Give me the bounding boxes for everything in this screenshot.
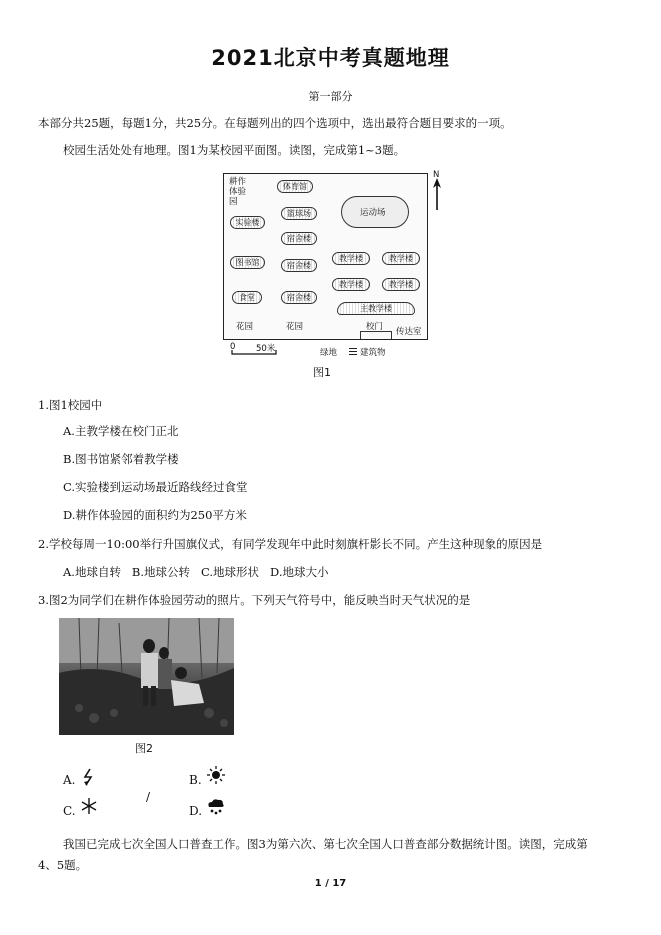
intro-text: 本部分共25题，每题1分，共25分。在每题列出的四个选项中，选出最符合题目要求的一项。 [38, 116, 512, 130]
q2-stem: 2.学校每周一10:00举行升国旗仪式，有同学发现年中此时刻旗杆影长不同。产生这种现象的原因是 [38, 537, 543, 551]
figure1-caption: 图1 [313, 366, 331, 379]
q2-options: A.地球自转 B.地球公转 C.地球形状 D.地球大小 [63, 565, 329, 579]
q1-option-d: D.耕作体验园的面积约为250平方米 [63, 508, 247, 522]
scale-zero: 0 [230, 342, 236, 352]
q1-option-b: B.图书馆紧邻着教学楼 [63, 452, 179, 466]
rain-cloud-icon [206, 797, 226, 815]
q3-stem: 3.图2为同学们在耕作体验园劳动的照片。下列天气符号中，能反映当时天气状况的是 [38, 593, 471, 607]
mailroom-label: 传达室 [396, 327, 422, 337]
q1-option-c: C.实验楼到运动场最近路线经过食堂 [63, 480, 248, 494]
teaching-bld-3: 教学楼 [332, 278, 370, 291]
stray-slash: / [146, 790, 151, 804]
sports-field [341, 196, 409, 228]
sports-field-label: 运动场 [360, 208, 386, 218]
legend-green: 绿地 [320, 348, 338, 358]
q45-intro-line1: 我国已完成七次全国人口普查工作。图3为第六次、第七次全国人口普查部分数据统计图。读图，完成第 [63, 837, 588, 851]
dorm-2: 宿舍楼 [281, 259, 317, 272]
group-intro-text: 校园生活处处有地理。图1为某校园平面图。读图，完成第1~3题。 [63, 143, 406, 157]
lab-building: 实验楼 [230, 216, 265, 229]
legend-building: 建筑物 [360, 348, 386, 358]
farm-photo [59, 618, 234, 735]
canteen: 食堂 [232, 291, 262, 304]
dorm-3: 宿舍楼 [281, 291, 317, 304]
garden-1-label: 花园 [236, 322, 254, 332]
q45-intro-line2: 4、5题。 [38, 858, 88, 872]
dorm-1: 宿舍楼 [281, 232, 317, 245]
library: 图书馆 [230, 256, 265, 269]
basketball-court: 篮球场 [281, 207, 317, 220]
sun-icon [207, 766, 225, 784]
snowflake-icon [80, 797, 98, 815]
q1-option-a: A.主教学楼在校门正北 [63, 424, 179, 438]
farm-label: 耕作体验园 [229, 177, 247, 207]
teaching-bld-1: 教学楼 [332, 252, 370, 265]
garden-2-label: 花园 [286, 322, 304, 332]
legend-building-swatch [349, 347, 357, 355]
q3-option-d: D. [189, 804, 203, 818]
farm-photo-image [59, 618, 234, 735]
campus-map [223, 173, 428, 340]
teaching-bld-4: 教学楼 [382, 278, 420, 291]
north-label: N [433, 170, 440, 180]
section-heading: 第一部分 [308, 90, 353, 103]
gate-mark [360, 331, 392, 339]
gate-label: 校门 [366, 322, 384, 332]
q3-option-a: A. [63, 773, 76, 787]
teaching-bld-2: 教学楼 [382, 252, 420, 265]
page-title: 2021北京中考真题地理 [211, 46, 450, 70]
q1-stem: 1.图1校园中 [38, 398, 103, 412]
page-number: 1 / 17 [314, 878, 347, 889]
scale-label: 50米 [256, 344, 276, 354]
gym: 体育馆 [277, 180, 313, 193]
figure2-caption: 图2 [135, 742, 153, 755]
north-arrow-icon [432, 178, 442, 210]
q3-option-b: B. [189, 773, 202, 787]
lightning-icon [81, 768, 95, 786]
main-teaching-building: 主教学楼 [337, 302, 415, 315]
q3-option-c: C. [63, 804, 76, 818]
scale-bar [231, 350, 279, 356]
